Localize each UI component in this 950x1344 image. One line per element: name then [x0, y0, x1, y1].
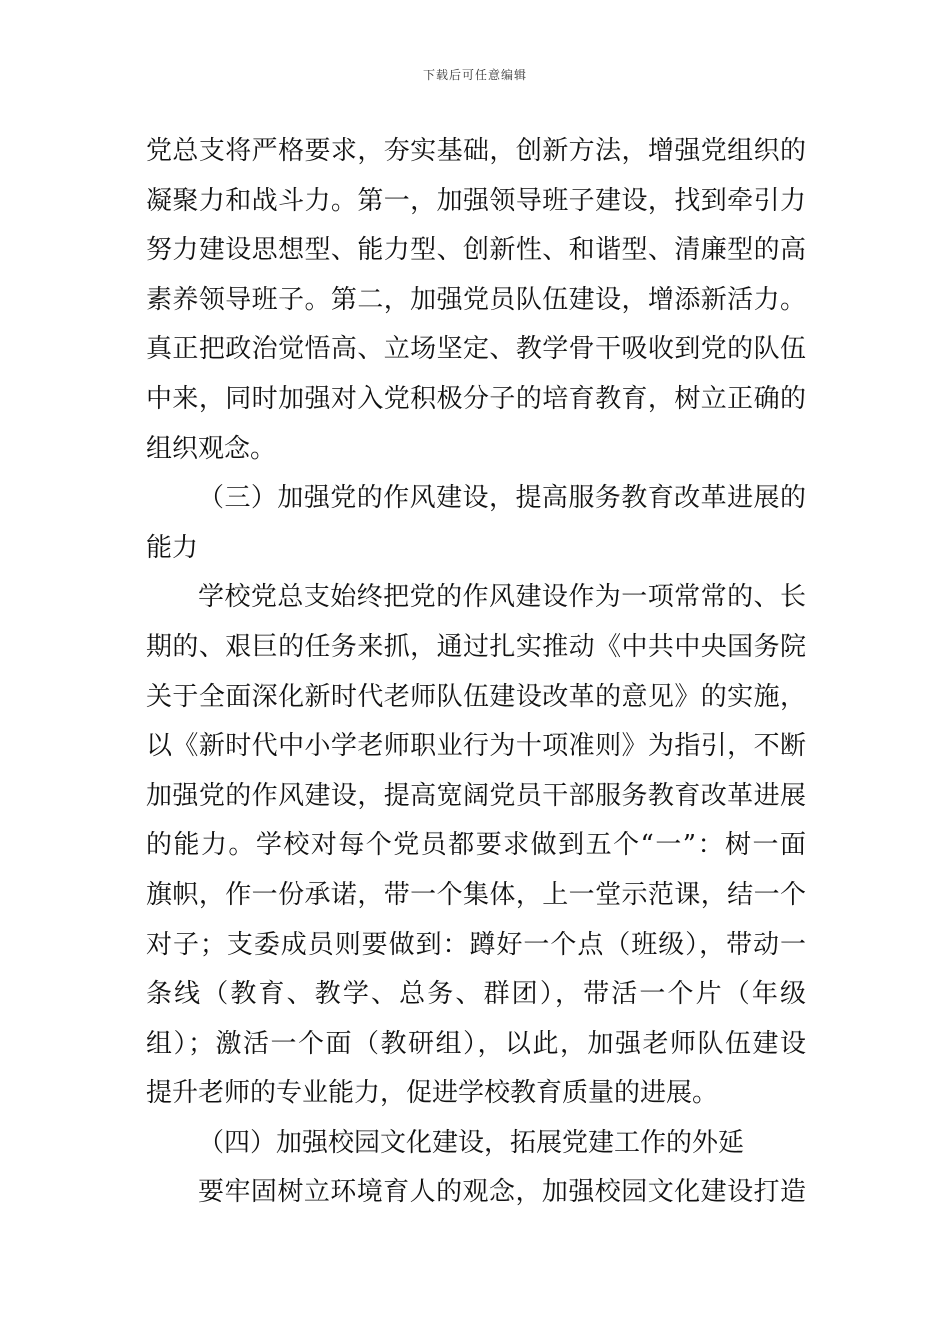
paragraph-line: 期的、艰巨的任务来抓，通过扎实推动《中共中央国务院 [146, 631, 806, 662]
document-body [146, 127, 806, 1218]
paragraph-line: 的能力。学校对每个党员都要求做到五个“一”：树一面 [146, 830, 806, 861]
paragraph-line: 以《新时代中小学老师职业行为十项准则》为指引，不断 [146, 731, 806, 762]
paragraph-line: 凝聚力和战斗力。第一，加强领导班子建设，找到牵引力 [146, 185, 806, 216]
paragraph-line: 中来，同时加强对入党积极分子的培育教育，树立正确的 [146, 383, 806, 414]
paragraph-line: 对子；支委成员则要做到：蹲好一个点（班级），带动一 [146, 929, 806, 960]
section-heading-line: （四）加强校园文化建设，拓展党建工作的外延 [198, 1127, 745, 1158]
paragraph-line: 旗帜，作一份承诺，带一个集体，上一堂示范课，结一个 [146, 879, 806, 910]
paragraph-line: 素养领导班子。第二，加强党员队伍建设，增添新活力。 [146, 284, 806, 315]
paragraph-line: 要牢固树立环境育人的观念，加强校园文化建设打造 [198, 1177, 806, 1208]
paragraph-line: 党总支将严格要求，夯实基础，创新方法，增强党组织的 [146, 136, 806, 166]
paragraph-line: 提升老师的专业能力，促进学校教育质量的进展。 [146, 1078, 719, 1109]
paragraph-line: 真正把政治觉悟高、立场坚定、教学骨干吸收到党的队伍 [146, 334, 806, 365]
paragraph-line: 加强党的作风建设，提高宽阔党员干部服务教育改革进展 [146, 780, 806, 811]
paragraph-line: 努力建设思想型、能力型、创新性、和谐型、清廉型的高 [146, 235, 806, 266]
paragraph-line: 关于全面深化新时代老师队伍建设改革的意见》的实施， [146, 681, 806, 712]
section-heading-line: （三）加强党的作风建设，提高服务教育改革进展的 [198, 483, 806, 514]
paragraph-line: 组织观念。 [146, 433, 277, 464]
paragraph-line: 组）；激活一个面（教研组），以此，加强老师队伍建设 [146, 1028, 806, 1059]
section-heading-line: 能力 [146, 532, 199, 563]
page-header-note: 下载后可任意编辑 [422, 68, 527, 82]
paragraph-line: 条线（教育、教学、总务、群团），带活一个片（年级 [146, 979, 806, 1010]
paragraph-line: 学校党总支始终把党的作风建设作为一项常常的、长 [198, 582, 806, 613]
